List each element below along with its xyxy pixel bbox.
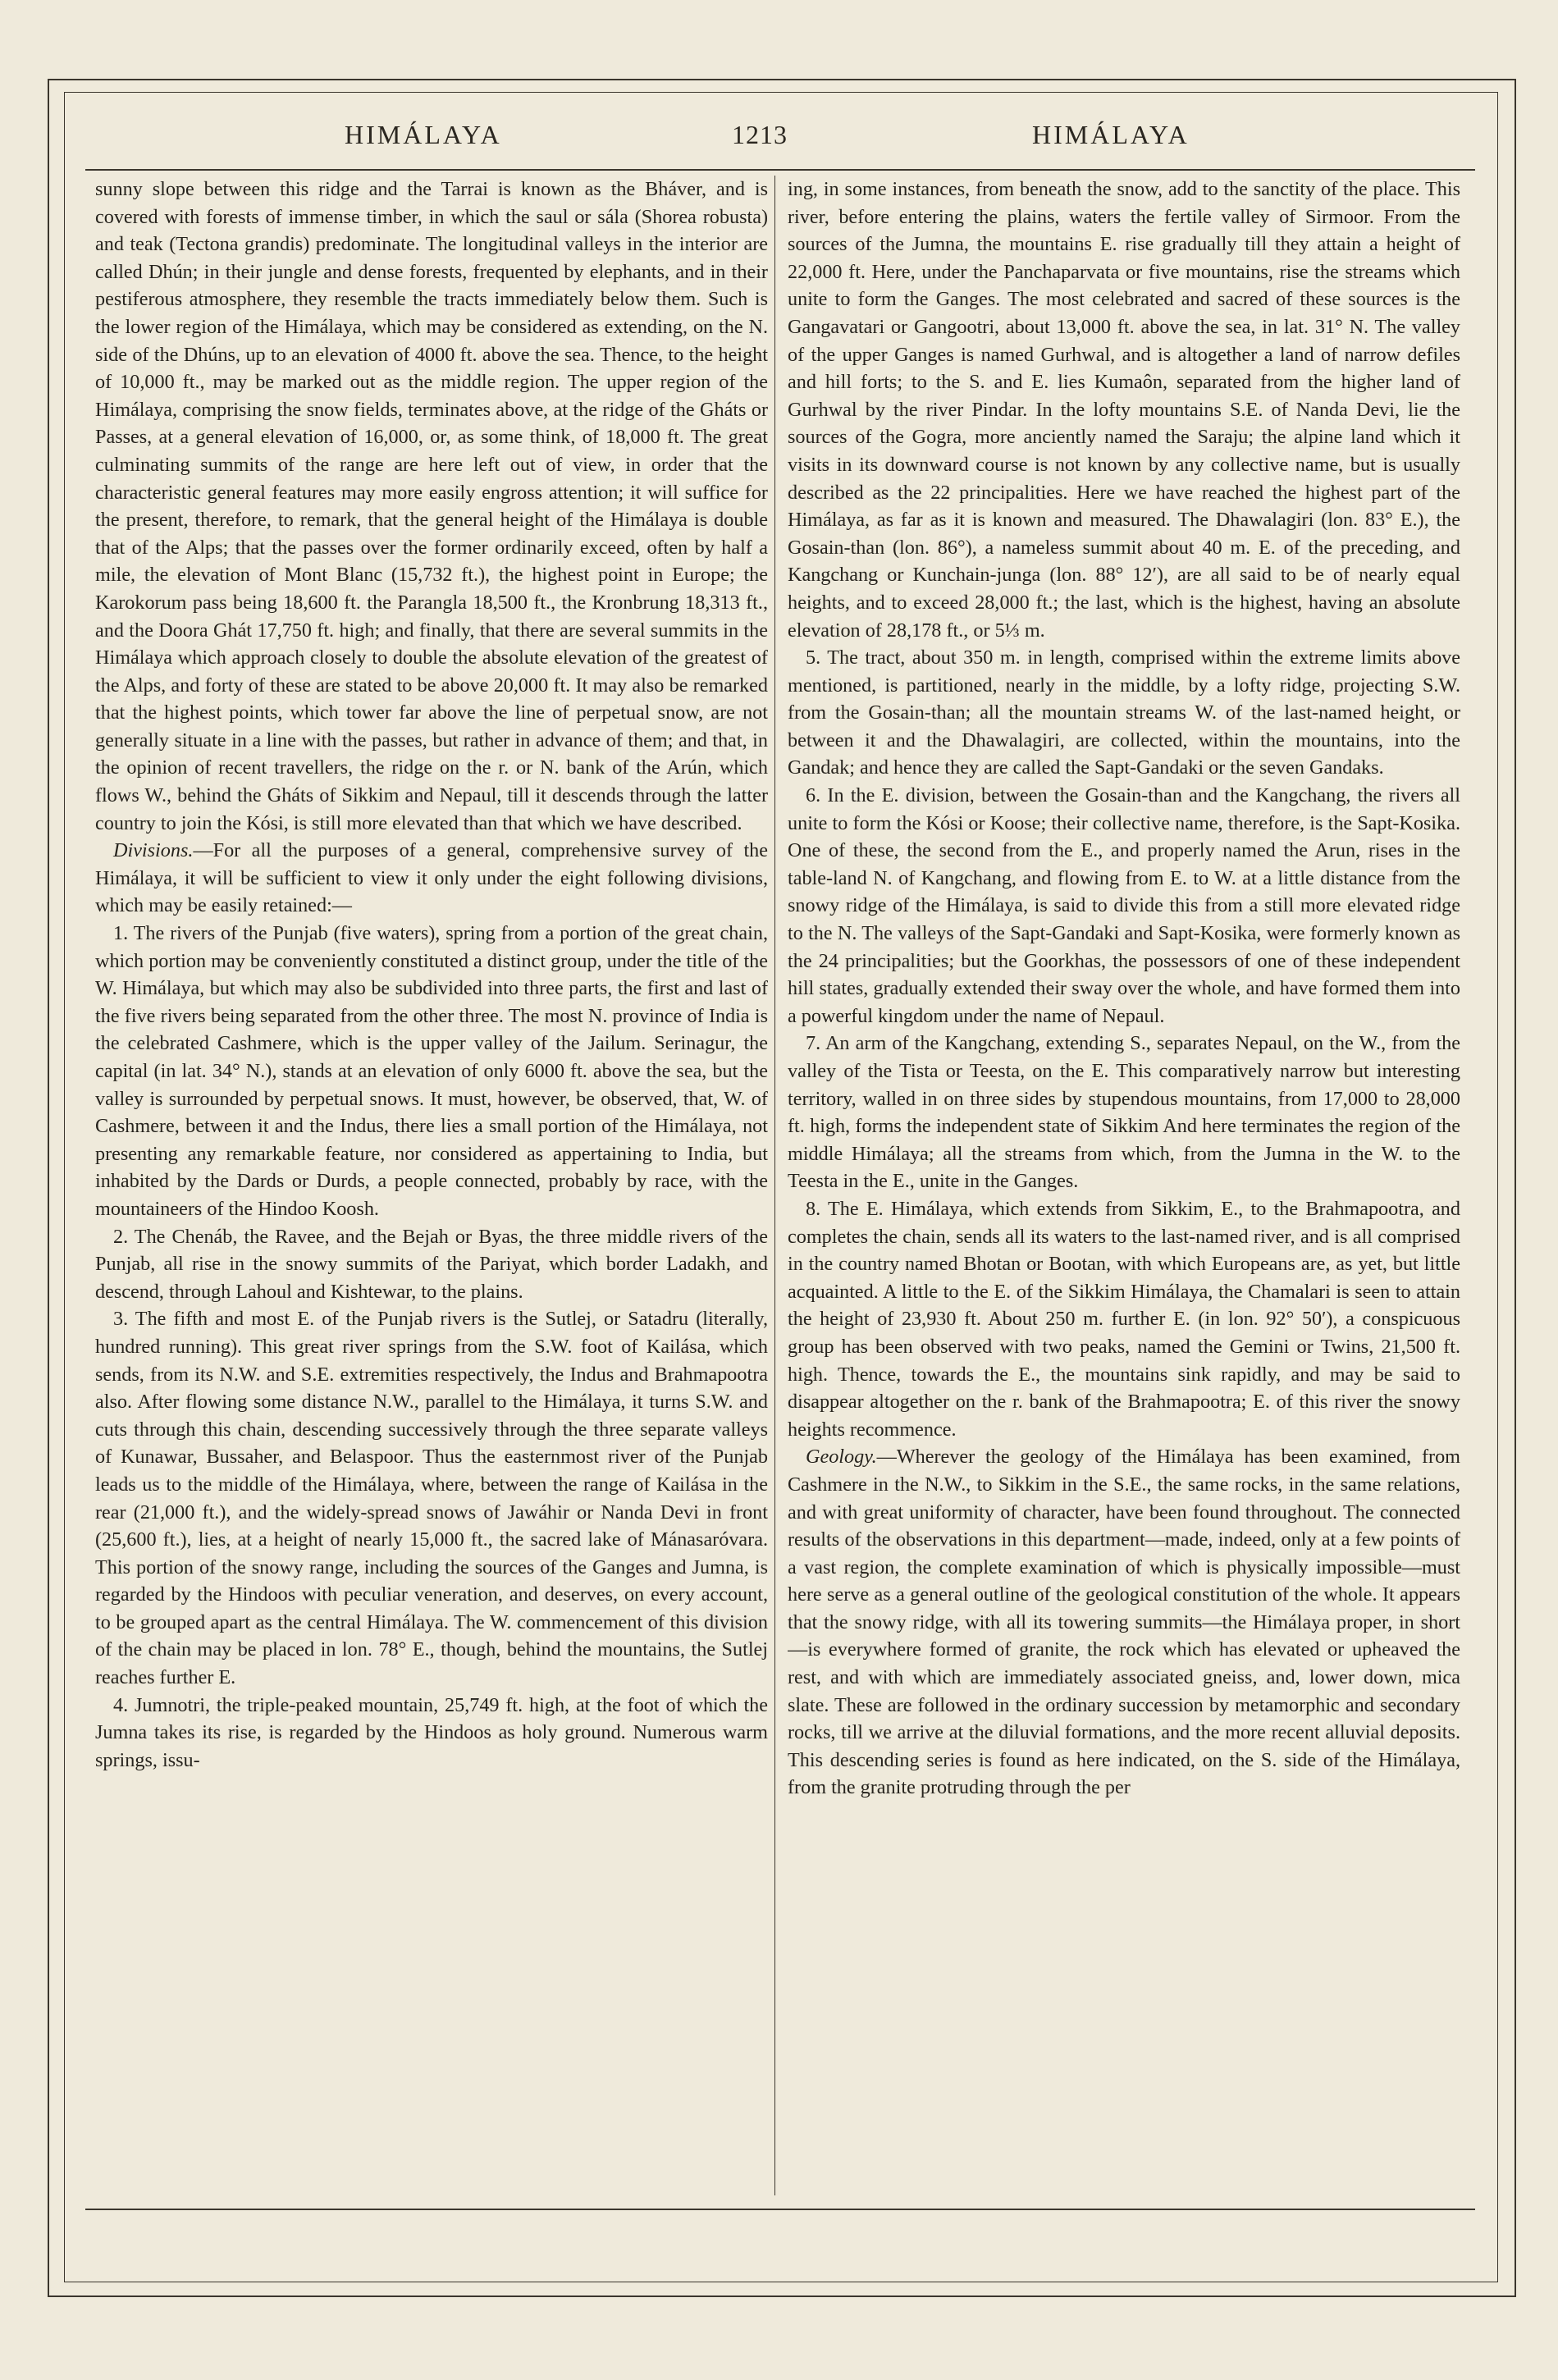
paragraph-text: ing, in some instances, from beneath the snow, add to the sanctity of the place. This river, before entering the plains, waters the fertile valley of Sirmoor. From the sources of the Jumna, the mountains E. rise gradually till they attain a height of 22,000 ft. Here, under the Panchaparvata or five mountains, rise the streams which unite to form the Ganges. The most celebrated and sacred of these sources is the Gangavatari or Gangootri, about 13,000 ft. above the sea, in lat. 31° N. The valley of the upper Ganges is named Gurhwal, and is altogether a land of narrow defiles and hill forts; to the S. and E. lies Kumaôn, separated from the higher land of Gurhwal by the river Pindar. In the lofty mountains S.E. of Nanda Devi, lie the sources of the Gogra, more anciently named the Saraju; the alpine land which it visits in its downward course is not known by any collective name, but is usually described as the 22 principalities. Here we have reached the highest part of the Himálaya, as far as it is known and measured. The Dhawalagiri (lon. 83° E.), the Gosain-than (lon. 86°), a nameless summit about 40 m. E. of the preceding, and Kangchang or Kunchain-junga (lon. 88° 12′), are all said to be of nearly equal heights, and to exceed 28,000 ft.; the last, which is the highest, having an absolute elevation of 28,178 ft., or 5⅓ m.: [788, 178, 1460, 642]
column-divider: [774, 176, 775, 2195]
paragraph-text: 7. An arm of the Kangchang, extending S., separates Nepaul, on the W., from the valley of the Tista or Teesta, on the E. This comparatively narrow but interesting territory, walled in on three sides by stupendous mountains, from 17,000 to 28,000 ft. high, forms the independent state of Sikkim And here terminates the region of the middle Himálaya; all the streams from which, from the Jumna in the W. to the Teesta in the E., unite in the Ganges.: [788, 1032, 1460, 1193]
paragraph: [95, 920, 768, 1223]
running-head-right: HIMÁLAYA: [1032, 120, 1190, 149]
paragraph-text: 3. The fifth and most E. of the Punjab rivers is the Sutlej, or Satadru (literally, hundred running). This great river springs from the S.W. foot of Kailása, which sends, from its N.W. and S.E. extremities respectively, the Indus and Brahmapootra also. After flowing some distance N.W., parallel to the Himálaya, it turns S.W. and cuts through this chain, descending successively through the three separate valleys of Kunawar, Bussaher, and Belaspoor. Thus the easternmost river of the Punjab leads us to the middle of the Himálaya, where, between the range of Kailása in the rear (21,000 ft.), and the widely-spread snows of Jawáhir or Nanda Devi in front (25,600 ft.), lies, at a height of nearly 15,000 ft., the sacred lake of Mánasaróvara. This portion of the snowy range, including the sources of the Ganges and Jumna, is regarded by the Hindoos with peculiar veneration, and deserves, on every account, to be grouped apart as the central Himálaya. The W. commencement of this division of the chain may be placed in lon. 78° E., though, behind the mountains, the Sutlej reaches further E.: [95, 1308, 768, 1689]
paragraph: [788, 782, 1460, 1030]
section-heading: Geology.: [806, 1446, 877, 1469]
paragraph: [788, 1030, 1460, 1195]
paragraph-text: —For all the purposes of a general, comprehensive survey of the Himálaya, it will be sufficient to view it only under the eight following divisions, which may be easily retained:—: [95, 839, 768, 917]
paragraph: [788, 1195, 1460, 1443]
footer-rule: [85, 2209, 1475, 2210]
header-rule: [85, 169, 1475, 171]
paragraph-text: 6. In the E. division, between the Gosain-than and the Kangchang, the rivers all unite to form the Kósi or Koose; their collective name, therefore, is the Sapt-Kosika. One of these, the second from the E., and properly named the Arun, rises in the table-land N. of Kangchang, and flowing from E. to W. at a little distance from the snowy ridge of the Himálaya, is said to divide this from a still more elevated ridge to the N. The valleys of the Sapt-Gandaki and Sapt-Kosika, were formerly known as the 24 principalities; but the Goorkhas, the possessors of one of these independent hill states, gradually extended their sway over the whole, and have formed them into a powerful kingdom under the name of Nepaul.: [788, 784, 1460, 1027]
section-heading: Divisions.: [113, 839, 194, 862]
paragraph: [95, 837, 768, 920]
paragraph: [788, 176, 1460, 644]
paragraph-text: 8. The E. Himálaya, which extends from Sikkim, E., to the Brahmapootra, and completes the chain, sends all its waters to the last-named river, and is all comprised in the country named Bhotan or Bootan, with which Europeans are, as yet, but little acquainted. A little to the E. of the Sikkim Himálaya, the Chamalari is seen to attain the height of 23,930 ft. About 250 m. further E. (in lon. 92° 50′), a conspicuous group has been observed with two peaks, named the Gemini or Twins, 21,500 ft. high. Thence, towards the E., the mountains sink rapidly, and may be said to disappear altogether on the r. bank of the Brahmapootra; E. of this river the snowy heights recommence.: [788, 1197, 1460, 1441]
right-column: [788, 176, 1460, 2202]
paragraph-text: sunny slope between this ridge and the Tarrai is known as the Bháver, and is covered with forests of immense timber, in which the saul or sála (Shorea robusta) and teak (Tectona grandis) predominate. The longitudinal valleys in the interior are called Dhún; in their jungle and dense forests, frequented by elephants, and in their pestiferous atmosphere, they resemble the tracts immediately below them. Such is the lower region of the Himálaya, which may be considered as extending, on the N. side of the Dhúns, up to an elevation of 4000 ft. above the sea. Thence, to the height of 10,000 ft., may be marked out as the middle region. The upper region of the Himálaya, comprising the snow fields, terminates above, at the ridge of the Gháts or Passes, at a general elevation of 16,000, or, as some think, of 18,000 ft. The great culminating summits of the range are here left out of view, in order that the characteristic general features may more easily engross attention; it will suffice for the present, therefore, to remark, that the general height of the Himálaya is double that of the Alps; that the passes over the former ordinarily exceed, often by half a mile, the elevation of Mont Blanc (15,732 ft.), the highest point in Europe; the Karokorum pass being 18,600 ft. the Parangla 18,500 ft., the Kronbrung 18,313 ft., and the Doora Ghát 17,750 ft. high; and finally, that there are several summits in the Himálaya which approach closely to double the absolute elevation of the greatest of the Alps, and forty of these are stated to be above 20,000 ft. It may also be remarked that the highest points, which tower far above the line of perpetual snow, are not generally situate in a line with the passes, but rather in advance of them; and that, in the opinion of recent travellers, the ridge on the r. or N. bank of the Arún, which flows W., behind the Gháts of Sikkim and Nepaul, till it descends through the latter country to join the Kósi, is still more elevated than that which we have described.: [95, 178, 768, 834]
paragraph-text: 4. Jumnotri, the triple-peaked mountain, 25,749 ft. high, at the foot of which the Jumna takes its rise, is regarded by the Hindoos as holy ground. Numerous warm springs, issu-: [95, 1693, 768, 1771]
paragraph: [788, 1443, 1460, 1802]
paragraph: [95, 1692, 768, 1775]
paragraph: [788, 644, 1460, 782]
paragraph-text: 5. The tract, about 350 m. in length, comprised within the extreme limits above mentioned, is partitioned, nearly in the middle, by a lofty ridge, projecting S.W. from the Gosain-than; all the mountain streams W. of the last-named height, or between it and the Dhawalagiri, are collected, within the mountains, into the Gandak; and hence they are called the Sapt-Gandaki or the seven Gandaks.: [788, 646, 1460, 779]
paragraph-text: 2. The Chenáb, the Ravee, and the Bejah or Byas, the three middle rivers of the Punjab, all rise in the snowy summits of the Pariyat, which border Ladakh, and descend, through Lahoul and Kishtewar, to the plains.: [95, 1225, 768, 1303]
page-number: 1213: [732, 120, 788, 149]
running-head-left: HIMÁLAYA: [345, 120, 502, 149]
paragraph: [95, 1305, 768, 1691]
paragraph-text: —Wherever the geology of the Himálaya has been examined, from Cashmere in the N.W., to Sikkim in the S.E., the same rocks, in the same relations, and with great uniformity of character, have been found throughout. The connected results of the observations in this department—made, indeed, only at a few points of a vast region, the complete examination of which is physically impossible—must here serve as a general outline of the geological constitution of the whole. It appears that the snowy ridge, with all its towering summits—the Himálaya proper, in short—is everywhere formed of granite, the rock which has elevated or upheaved the rest, and with which are immediately associated gneiss, and, lower down, mica slate. These are followed in the ordinary succession by metamorphic and secondary rocks, till we arrive at the diluvial formations, and the more recent alluvial deposits. This descending series is found as here indicated, on the S. side of the Himálaya, from the granite protruding through the per: [788, 1446, 1460, 1799]
paragraph: [95, 1223, 768, 1306]
paragraph-text: 1. The rivers of the Punjab (five waters), spring from a portion of the great chain, which portion may be conveniently constituted a distinct group, under the title of the W. Himálaya, but which may also be subdivided into three parts, the first and last of the five rivers being separated from the other three. The most N. province of India is the celebrated Cashmere, which is the upper valley of the Jailum. Serinagur, the capital (in lat. 34° N.), stands at an elevation of only 6000 ft. above the sea, but the valley is surrounded by perpetual snows. It must, however, be observed, that, W. of Cashmere, between it and the Indus, there lies a small portion of the Himálaya, not presenting any remarkable feature, nor considered as appertaining to India, but inhabited by the Dards or Durds, a people connected, probably by race, with the mountaineers of the Hindoo Koosh.: [95, 922, 768, 1220]
paragraph: [95, 176, 768, 837]
left-column: [95, 176, 768, 2202]
